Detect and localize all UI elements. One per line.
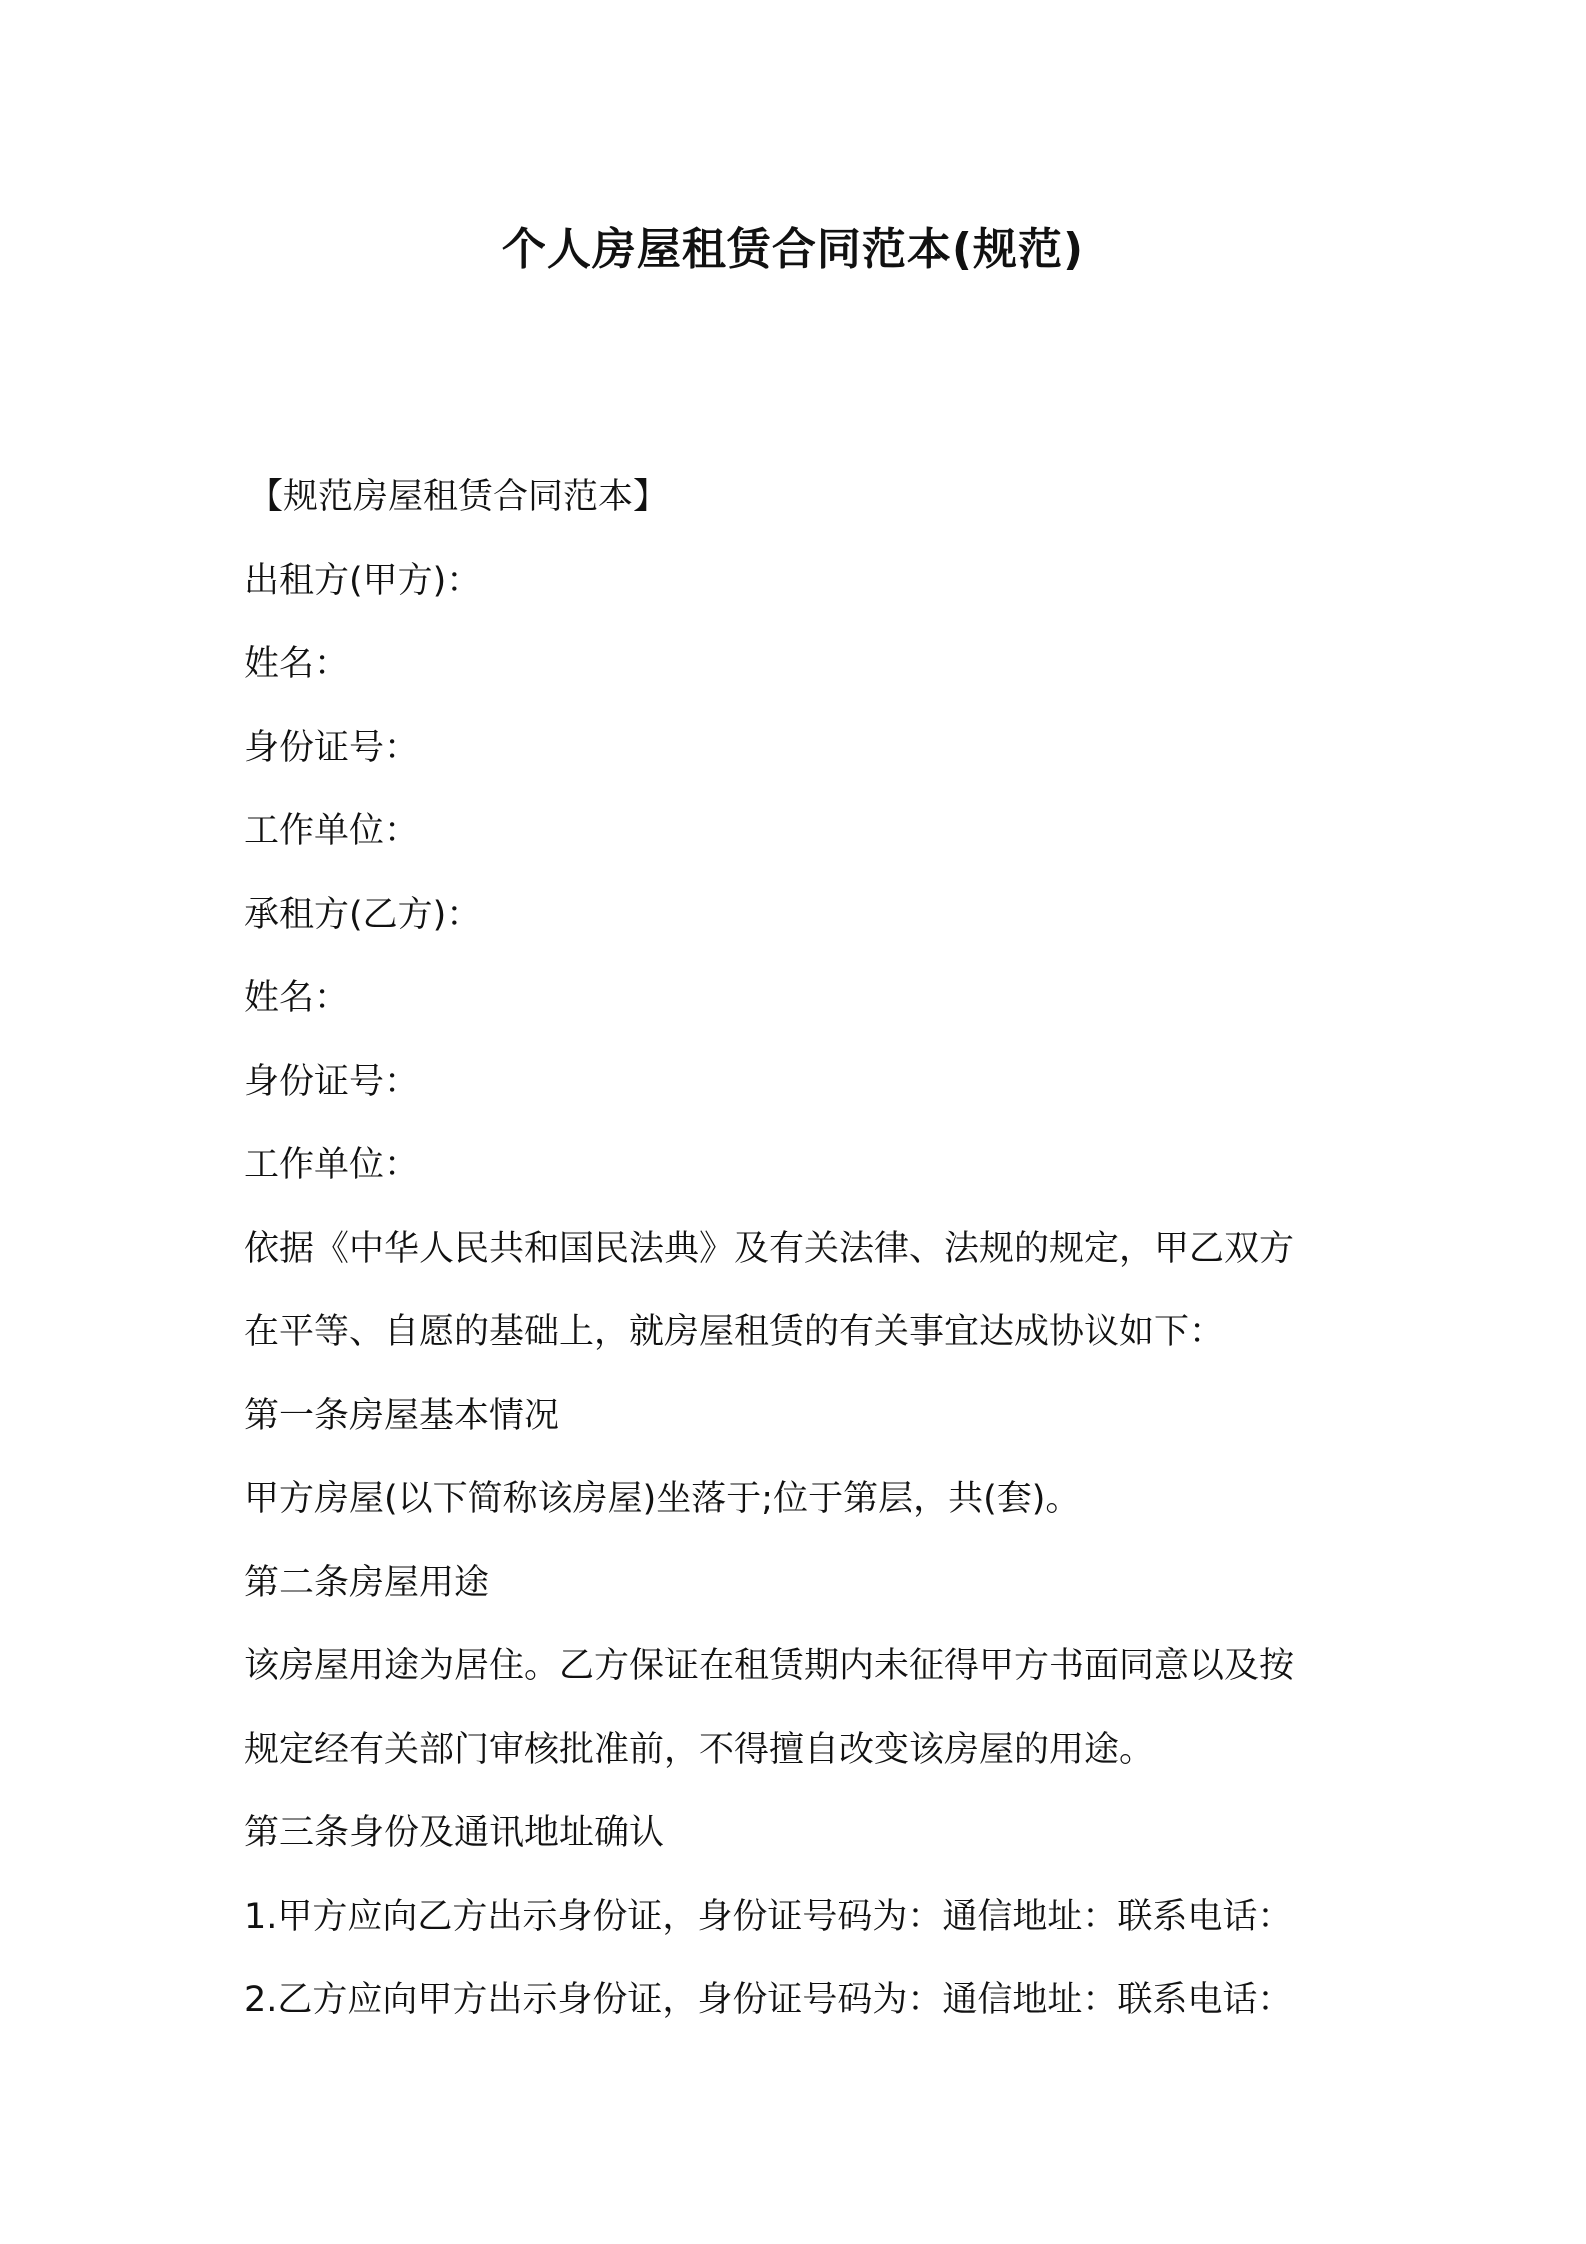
lessee-label: 承租方(乙方)： <box>244 894 482 935</box>
document-title: 个人房屋租赁合同范本(规范) <box>501 224 1085 275</box>
preamble-line-2: 在平等、自愿的基础上，就房屋租赁的有关事宜达成协议如下： <box>244 1312 1225 1352</box>
article-2-heading: 第二条房屋用途 <box>244 1562 490 1603</box>
preamble-line-1: 依据《中华人民共和国民法典》及有关法律、法规的规定，甲乙双方 <box>244 1228 1295 1269</box>
lessor-id-field: 身份证号： <box>244 727 420 768</box>
article-1-text: 甲方房屋(以下简称该房屋)坐落于;位于第层，共(套)。 <box>244 1479 1081 1519</box>
lessor-label: 出租方(甲方)： <box>244 560 482 601</box>
article-1-heading: 第一条房屋基本情况 <box>244 1395 560 1436</box>
lessee-employer-field: 工作单位： <box>244 1145 420 1185</box>
lessor-name-field: 姓名： <box>244 644 350 684</box>
document-body <box>244 456 1364 2043</box>
article-3-item-2: 2.乙方应向甲方出示身份证，身份证号码为：通信地址：联系电话： <box>244 1980 1293 2020</box>
lessee-name-field: 姓名： <box>244 978 350 1018</box>
lessor-employer-field: 工作单位： <box>244 811 420 851</box>
article-2-text-line-2: 规定经有关部门审核批准前，不得擅自改变该房屋的用途。 <box>244 1729 1155 1770</box>
article-3-heading: 第三条身份及通讯地址确认 <box>244 1813 665 1853</box>
section-heading: 【规范房屋租赁合同范本】 <box>248 477 669 517</box>
article-3-item-1: 1.甲方应向乙方出示身份证，身份证号码为：通信地址：联系电话： <box>244 1896 1293 1937</box>
lessee-id-field: 身份证号： <box>244 1061 420 1102</box>
article-2-text-line-1: 该房屋用途为居住。乙方保证在租赁期内未征得甲方书面同意以及按 <box>244 1646 1295 1686</box>
